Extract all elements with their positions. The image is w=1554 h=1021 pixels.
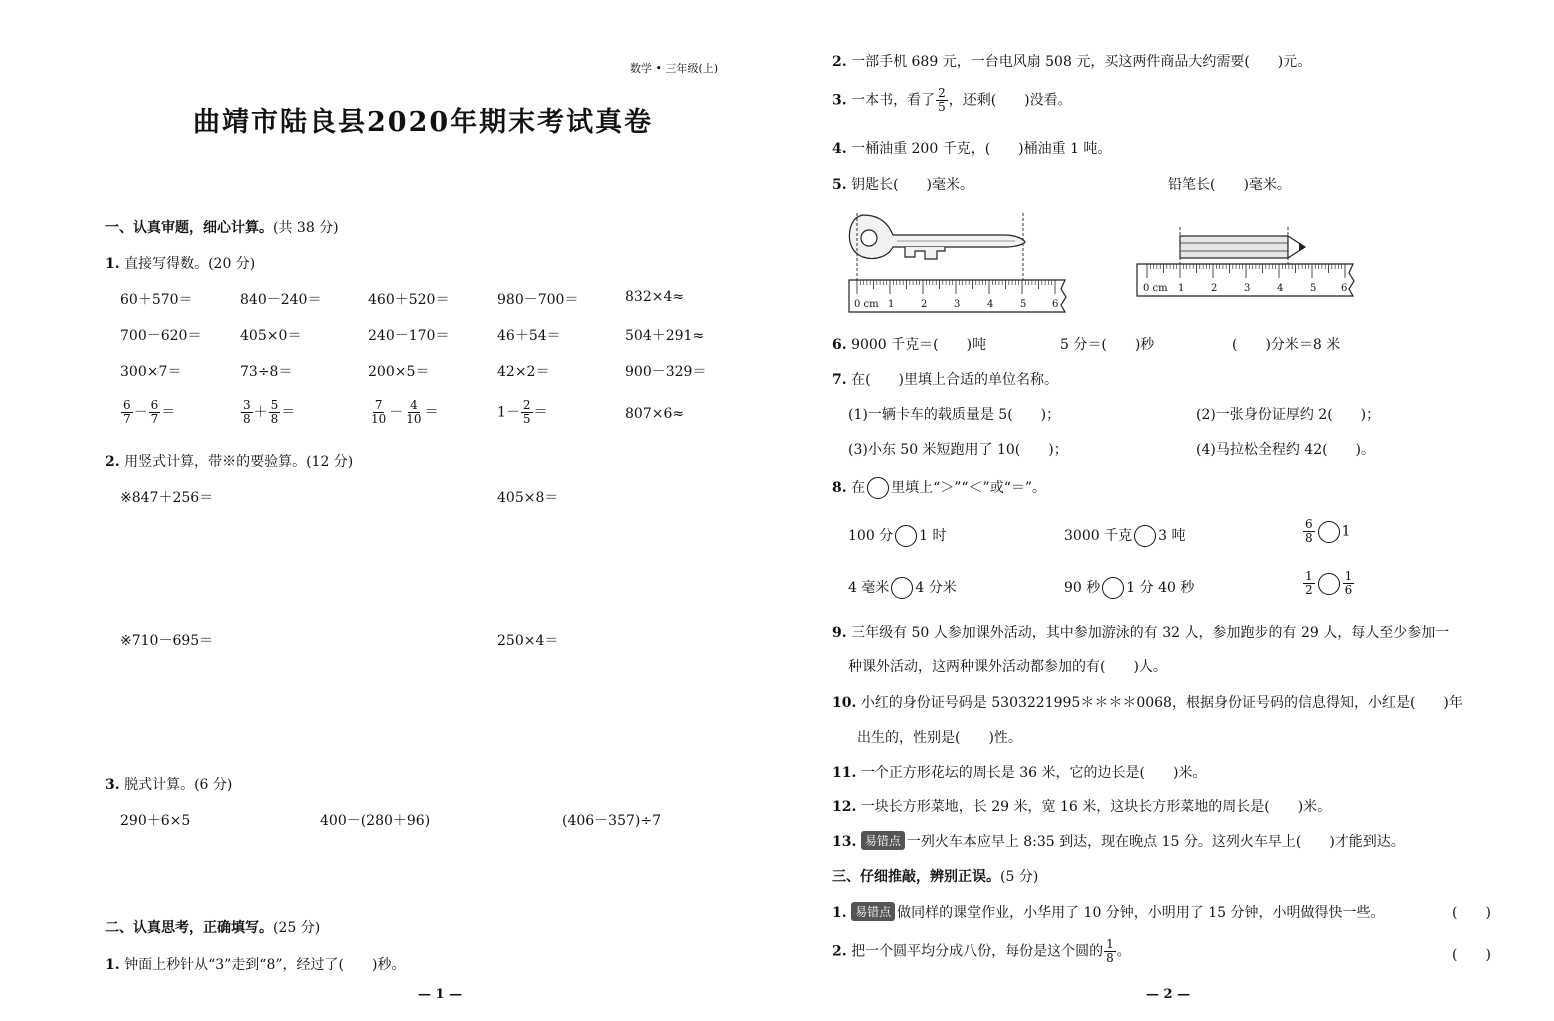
s2-q6-b: 5 分＝( )秒: [1060, 337, 1155, 353]
s2-q12: 12. 一块长方形菜地，长 29 米，宽 16 米，这块长方形菜地的周长是( )米。: [832, 799, 1332, 815]
section-1-heading: 一、认真审题，细心计算。(共 38 分): [105, 220, 339, 236]
s2-q3: 3. 一本书，看了 $\frac{2}{5}$ ，还剩( )没看。: [832, 86, 1072, 114]
key-icon: [849, 215, 1025, 259]
s2-q6: 6. 9000 千克＝( )吨: [832, 337, 987, 353]
vertical-calc-item: 250×4＝: [497, 633, 559, 649]
calc-item-fraction: 1－ $\frac{2}{5}$ ＝: [497, 398, 548, 426]
s2-q7-item: (1)一辆卡车的载质量是 5( )；: [848, 407, 1061, 423]
s2-q5-key: 5. 钥匙长( )毫米。: [832, 177, 975, 193]
compare-circle-input[interactable]: [1318, 573, 1340, 595]
s2-q1: 1. 钟面上秒针从“3”走到“8”，经过了( )秒。: [105, 957, 406, 973]
s2-q6-c: ( )分米＝8 米: [1232, 337, 1341, 353]
calc-item: 60＋570＝: [120, 292, 193, 308]
ruler-label: 0 cm: [1143, 283, 1168, 294]
ruler-label: 1: [888, 299, 895, 310]
calc-item: 73÷8＝: [240, 364, 293, 380]
calc-item-fraction: $\frac{3}{8}$ ＋ $\frac{5}{8}$ ＝: [243, 398, 296, 426]
error-prone-badge: 易错点: [861, 831, 905, 850]
ruler-label: 5: [1020, 299, 1027, 310]
s2-q9: 9. 三年级有 50 人参加课外活动，其中参加游泳的有 32 人，参加跑步的有 29 人，每人至少参加一: [832, 625, 1450, 641]
page-number-1: — 1 —: [418, 987, 463, 1002]
s1-q1: 1. 直接写得数。(20 分): [105, 256, 256, 272]
calc-item: 300×7＝: [120, 364, 182, 380]
compare-item: $\frac{1}{2}$ $\frac{1}{6}$: [1305, 569, 1353, 597]
vertical-calc-item: 405×8＝: [497, 490, 559, 506]
step-calc-item: (406－357)÷7: [562, 813, 662, 829]
ruler-label: 6: [1341, 283, 1348, 294]
calc-item-fraction: $\frac{6}{7}$ － $\frac{6}{7}$ ＝: [123, 398, 176, 426]
s2-q2: 2. 一部手机 689 元，一台电风扇 508 元，买这两件商品大约需要( )元。: [832, 54, 1312, 70]
ruler-label: 4: [987, 299, 994, 310]
calc-item: 46＋54＝: [497, 328, 561, 344]
s2-q7-item: (3)小东 50 米短跑用了 10( )；: [848, 442, 1068, 458]
ruler-label: 1: [1178, 283, 1185, 294]
subject-header: 数学 • 三年级(上): [630, 62, 719, 75]
vertical-calc-item: ※710－695＝: [120, 633, 214, 649]
s2-q13: 13. 易错点 一列火车本应早上 8:35 到达，现在晚点 15 分。这列火车早上( )才能到达。: [832, 831, 1405, 851]
s2-q10: 10. 小红的身份证号码是 5303221995＊＊＊＊0068，根据身份证号码的信息得知，小红是( )年: [832, 695, 1463, 711]
page-number-2: — 2 —: [1146, 987, 1191, 1002]
compare-circle-input[interactable]: [891, 577, 913, 599]
ruler-label: 2: [1211, 283, 1218, 294]
judge-answer-box[interactable]: ( ): [1452, 905, 1491, 921]
calc-item: 832×4≈: [625, 289, 685, 305]
calc-item: 840－240＝: [240, 292, 322, 308]
section-3-heading: 三、仔细推敲，辨别正误。(5 分): [832, 869, 1039, 885]
compare-circle-input[interactable]: [1134, 525, 1156, 547]
s1-q2: 2. 用竖式计算，带※的要验算。(12 分): [105, 454, 354, 470]
page-title: 曲靖市陆良县2020年期末考试真卷: [193, 107, 654, 138]
calc-item-fraction: $\frac{7}{10}$ － $\frac{4}{10}$ ＝: [371, 398, 439, 426]
calc-item: 807×6≈: [625, 406, 685, 422]
ruler-label: 4: [1277, 283, 1284, 294]
s2-q7: 7. 在( )里填上合适的单位名称。: [832, 372, 1059, 388]
s2-q11: 11. 一个正方形花坛的周长是 36 米，它的边长是( )米。: [832, 765, 1207, 781]
error-prone-badge: 易错点: [851, 902, 895, 921]
ruler-label: 3: [1244, 283, 1251, 294]
compare-item: 3000 千克 3 吨: [1064, 525, 1185, 547]
compare-item: 4 毫米 4 分米: [848, 577, 957, 599]
s2-q7-item: (2)一张身份证厚约 2( )；: [1196, 407, 1381, 423]
s2-q8: 8. 在 里填上“＞”“＜”或“＝”。: [832, 477, 1046, 499]
calc-item: 980－700＝: [497, 292, 579, 308]
calc-item: 405×0＝: [240, 328, 302, 344]
compare-item: $\frac{6}{8}$ 1: [1305, 517, 1351, 545]
compare-circle-icon: [867, 477, 889, 499]
calc-item: 504＋291≈: [625, 328, 705, 344]
ruler-label: 6: [1052, 299, 1059, 310]
s2-q7-item: (4)马拉松全程约 42( )。: [1196, 442, 1376, 458]
s2-q10-line2: 出生的，性别是( )性。: [857, 730, 1022, 746]
section-2-heading: 二、认真思考，正确填写。(25 分): [105, 920, 321, 936]
vertical-calc-item: ※847＋256＝: [120, 490, 214, 506]
calc-item: 900－329＝: [625, 364, 707, 380]
s1-q3: 3. 脱式计算。(6 分): [105, 777, 233, 793]
calc-item: 42×2＝: [497, 364, 550, 380]
ruler-label: 5: [1310, 283, 1317, 294]
pencil-icon: [1180, 236, 1305, 258]
calc-item: 240－170＝: [368, 328, 450, 344]
key-ruler-figure: [845, 205, 1075, 317]
ruler-label: 3: [954, 299, 961, 310]
compare-item: 90 秒 1 分 40 秒: [1064, 577, 1194, 599]
judge-answer-box[interactable]: ( ): [1452, 947, 1491, 963]
step-calc-item: 290＋6×5: [120, 813, 191, 829]
calc-item: 460＋520＝: [368, 292, 450, 308]
pencil-ruler-figure: [1133, 222, 1363, 300]
calc-item: 200×5＝: [368, 364, 430, 380]
s3-q2: 2. 把一个圆平均分成八份，每份是这个圆的 $\frac{1}{8}$ 。: [832, 937, 1131, 965]
s2-q9-line2: 种课外活动，这两种课外活动都参加的有( )人。: [848, 659, 1167, 675]
compare-circle-input[interactable]: [895, 525, 917, 547]
s3-q1: 1. 易错点 做同样的课堂作业，小华用了 10 分钟，小明用了 15 分钟，小明做得快一些。: [832, 902, 1385, 922]
ruler-label: 0 cm: [854, 299, 879, 310]
s2-q5-pencil: 铅笔长( )毫米。: [1168, 177, 1291, 193]
compare-circle-input[interactable]: [1102, 577, 1124, 599]
compare-item: 100 分 1 时: [848, 525, 947, 547]
step-calc-item: 400－(280＋96): [320, 813, 431, 829]
compare-circle-input[interactable]: [1318, 521, 1340, 543]
calc-item: 700－620＝: [120, 328, 202, 344]
s2-q4: 4. 一桶油重 200 千克，( )桶油重 1 吨。: [832, 141, 1112, 157]
ruler-label: 2: [921, 299, 928, 310]
